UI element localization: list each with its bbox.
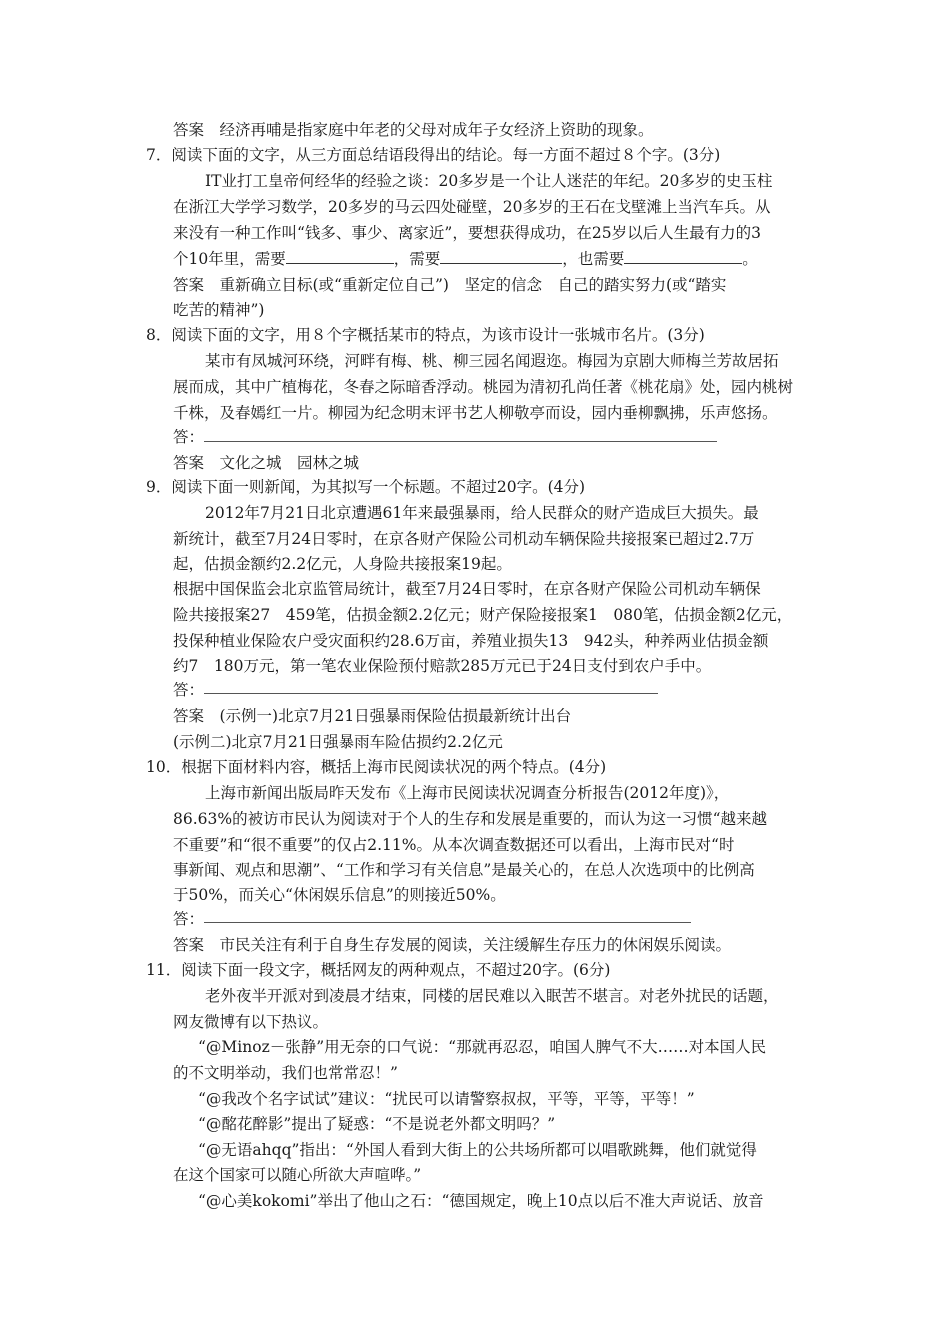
q6-answer: 答案 经济再哺是指家庭中年老的父母对成年子女经济上资助的现象。: [173, 121, 654, 139]
q8-answer-label: 答：: [173, 428, 205, 446]
q7-stem: 7．阅读下面的文字，从三方面总结语段得出的结论。每一方面不超过８个字。(3分): [146, 146, 721, 164]
q11-passage-line: “@我改个名字试试”建议：“扰民可以请警察叔叔，平等，平等，平等！”: [198, 1090, 695, 1108]
q7-passage-line: 来没有一种工作叫“钱多、事少、离家近”，要想获得成功，在25岁以后人生最有力的3: [173, 224, 761, 242]
q7-fill-end: 。: [742, 250, 758, 268]
q11-passage-line: “@心美kokomi”举出了他山之石：“德国规定，晚上10点以后不准大声说话、放音: [198, 1192, 764, 1210]
q10-passage-line: 上海市新闻出版局昨天发布《上海市民阅读状况调查分析报告(2012年度)》，: [205, 784, 730, 802]
q7-passage-line: IT业打工皇帝何经华的经验之谈：20多岁是一个让人迷茫的年纪。20多岁的史玉柱: [205, 172, 773, 190]
q11-passage-line: 老外夜半开派对到凌晨才结束，同楼的居民难以入眠苦不堪言。对老外扰民的话题，: [205, 987, 779, 1005]
q7-fill-sep: ，需要: [393, 250, 441, 268]
q9-passage-line: 2012年7月21日北京遭遇61年来最强暴雨，给人民群众的财产造成巨大损失。最: [205, 504, 759, 522]
q7-passage-line: 在浙江大学学习数学，20多岁的马云四处碰壁，20多岁的王石在戈壁滩上当汽车兵。从: [173, 198, 771, 216]
q7-blank-2[interactable]: [440, 249, 562, 264]
q7-blank-3[interactable]: [624, 249, 742, 264]
q10-passage-line: 不重要”和“很不重要”的仅占2.11%。从本次调查数据还可以看出，上海市民对“时: [173, 836, 735, 854]
q10-passage-line: 86.63%的被访市民认为阅读对于个人的生存和发展是重要的，而认为这一习惯“越来越: [173, 810, 768, 828]
q11-passage-line: “@酩花醉影”提出了疑惑：“不是说老外都文明吗？”: [198, 1115, 556, 1133]
q7-fill-line: [173, 248, 758, 270]
q11-passage-line: “@Minoz－张静”用无奈的口气说：“那就再忍忍，咱国人脾气不大……对本国人民: [198, 1038, 767, 1056]
q9-stem: 9．阅读下面一则新闻，为其拟写一个标题。不超过20字。(4分): [146, 478, 586, 496]
q9-passage-line: 根据中国保监会北京监管局统计，截至7月24日零时，在京各财产保险公司机动车辆保: [173, 580, 761, 598]
q10-stem: 10．根据下面材料内容，概括上海市民阅读状况的两个特点。(4分): [146, 758, 607, 776]
q10-answer-line[interactable]: [204, 922, 691, 923]
q7-passage-line: 个10年里，需要: [173, 250, 286, 268]
q10-answer: 答案 市民关注有利于自身生存发展的阅读，关注缓解生存压力的休闲娱乐阅读。: [173, 936, 732, 954]
q10-answer-label: 答：: [173, 910, 205, 928]
q7-answer: 答案 重新确立目标(或“重新定位自己”) 坚定的信念 自己的踏实努力(或“踏实: [173, 276, 727, 294]
q8-stem: 8．阅读下面的文字，用８个字概括某市的特点，为该市设计一张城市名片。(3分): [146, 326, 705, 344]
q11-stem: 11．阅读下面一段文字，概括网友的两种观点，不超过20字。(6分): [146, 961, 611, 979]
q9-answer-line[interactable]: [204, 693, 658, 694]
q11-passage-line: 在这个国家可以随心所欲大声喧哗。”: [173, 1166, 422, 1184]
q9-answer-label: 答：: [173, 681, 205, 699]
q11-passage-line: 的不文明举动，我们也常常忍！”: [173, 1064, 398, 1082]
q9-answer-cont: (示例二)北京7月21日强暴雨车险估损约2.2亿元: [173, 733, 503, 751]
q7-fill-sep: ，也需要: [562, 250, 625, 268]
q8-passage-line: 展而成，其中广植梅花，冬春之际暗香浮动。桃园为清初孔尚任著《桃花扇》处，园内桃树: [173, 378, 794, 396]
q10-passage-line: 于50%，而关心“休闲娱乐信息”的则接近50%。: [173, 886, 506, 904]
q8-answer-line[interactable]: [204, 441, 717, 442]
q9-passage-line: 险共接报案27 459笔，估损金额2.2亿元；财产保险接报案1 080笔，估损金额2亿元，: [173, 606, 793, 624]
q9-passage-line: 约7 180万元，第一笔农业保险预付赔款285万元已于24日支付到农户手中。: [173, 657, 712, 675]
q10-passage-line: 事新闻、观点和思潮”、“工作和学习有关信息”是最关心的，在总人次选项中的比例高: [173, 861, 755, 879]
q9-answer: 答案 (示例一)北京7月21日强暴雨保险估损最新统计出台: [173, 707, 572, 725]
q11-passage-line: “@无语ahqq”指出：“外国人看到大街上的公共场所都可以唱歌跳舞，他们就觉得: [198, 1141, 757, 1159]
q7-blank-1[interactable]: [286, 249, 394, 264]
q11-passage-line: 网友微博有以下热议。: [173, 1013, 329, 1031]
q8-answer: 答案 文化之城 园林之城: [173, 454, 360, 472]
q9-passage-line: 起，估损金额约2.2亿元，人身险共接报案19起。: [173, 555, 512, 573]
q7-answer-cont: 吃苦的精神”): [173, 301, 265, 319]
q9-passage-line: 新统计，截至7月24日零时，在京各财产保险公司机动车辆保险共接报案已超过2.7万: [173, 530, 755, 548]
q8-passage-line: 某市有凤城河环绕，河畔有梅、桃、柳三园名闻遐迩。梅园为京剧大师梅兰芳故居拓: [205, 352, 779, 370]
q8-passage-line: 千株，及春嫣红一片。柳园为纪念明末评书艺人柳敬亭而设，园内垂柳飘拂，乐声悠扬。: [173, 404, 778, 422]
q9-passage-line: 投保种植业保险农户受灾面积约28.6万亩，养殖业损失13 942头，种养两业估损金额: [173, 632, 769, 650]
